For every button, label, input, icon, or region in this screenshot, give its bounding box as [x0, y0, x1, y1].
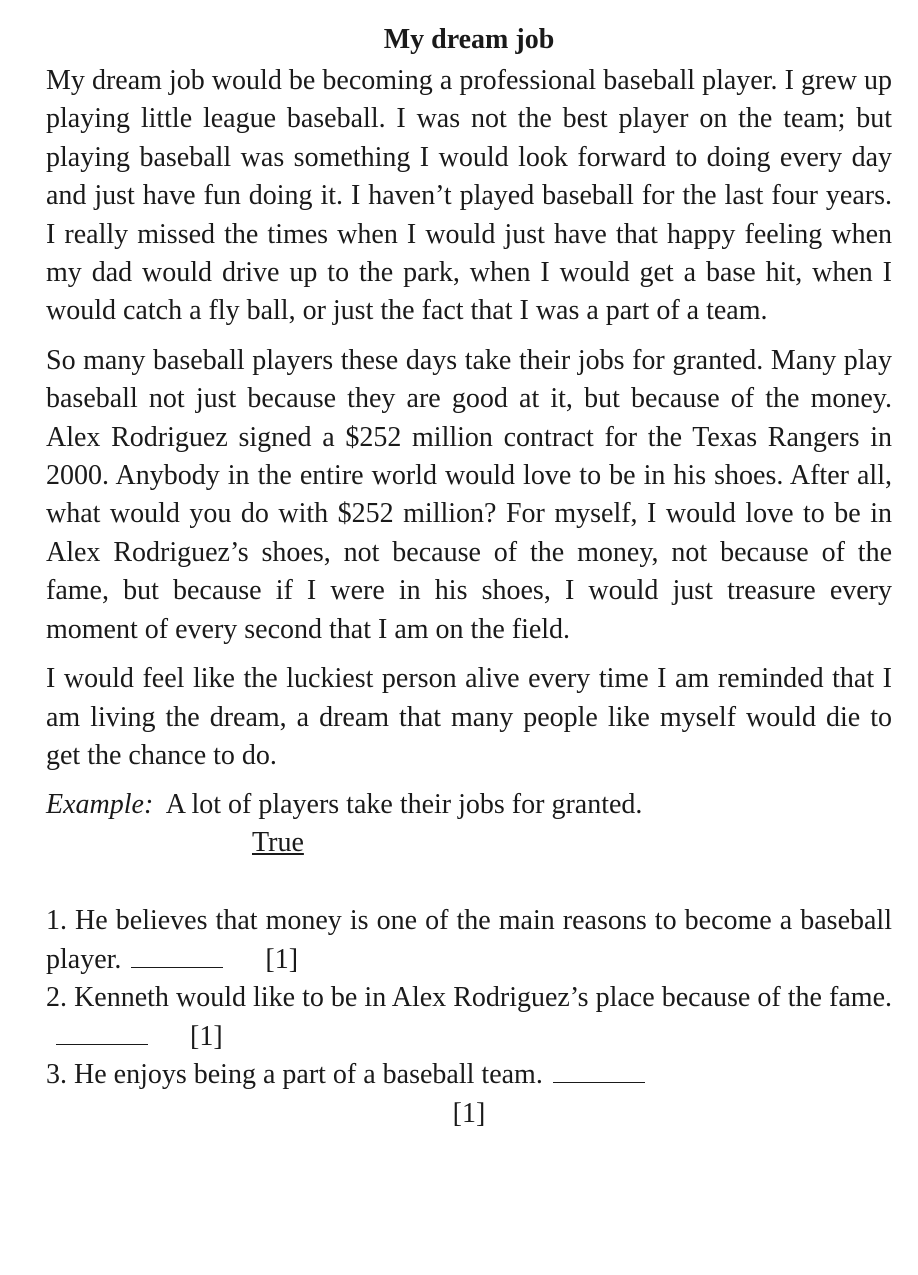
- question-3: [46, 1056, 892, 1095]
- answer-blank-2[interactable]: [56, 1022, 148, 1045]
- question-3-text: 3. He enjoys being a part of a baseball team.: [46, 1059, 543, 1091]
- example-statement: A lot of players take their jobs for granted.: [165, 789, 643, 821]
- paragraph-2: So many baseball players these days take their jobs for granted. Many play baseball not just because they are good at it, but because of the money. Alex Rodriguez signed a $252 million contract for the Texas Rangers in 2000. Anybody in the entire world would love to be in his shoes. After all, what would you do with $252 million? For myself, I would love to be in Alex Rodriguez’s shoes, not because of the money, not because of the fame, but because if I were in his shoes, I would just treasure every moment of every second that I am on the field.: [46, 344, 892, 645]
- question-3-marks: [1]: [452, 1097, 486, 1129]
- question-1: [46, 902, 892, 979]
- example-answer: [252, 824, 892, 862]
- question-2: [46, 979, 892, 1056]
- example-label: Example:: [46, 789, 154, 821]
- example-answer-text: True: [252, 827, 304, 859]
- question-list: [46, 902, 892, 1133]
- worksheet-page: [46, 20, 892, 1133]
- question-2-text: 2. Kenneth would like to be in Alex Rodriguez’s place because of the fame.: [46, 982, 892, 1014]
- paragraph-3: I would feel like the luckiest person alive every time I am reminded that I am living the dream, a dream that many people like myself would die to get the chance to do.: [46, 663, 892, 771]
- question-2-marks: [1]: [190, 1020, 223, 1052]
- paragraph-1: My dream job would be becoming a professional baseball player. I grew up playing little league baseball. I was not the best player on the team; but playing baseball was something I would look forward to doing every day and just have fun doing it. I haven’t played baseball for the last four years. I really missed the times when I would just have that happy feeling when my dad would drive up to the park, when I would get a base hit, when I would catch a fly ball, or just the fact that I was a part of a team.: [46, 65, 892, 327]
- answer-blank-1[interactable]: [131, 945, 223, 968]
- example-block: [46, 786, 892, 862]
- example-line: [46, 786, 892, 824]
- question-1-text: 1. He believes that money is one of the main reasons to become a baseball player.: [46, 905, 892, 975]
- answer-blank-3[interactable]: [553, 1060, 645, 1083]
- question-1-marks: [1]: [265, 943, 299, 975]
- page-title: My dream job: [383, 24, 555, 55]
